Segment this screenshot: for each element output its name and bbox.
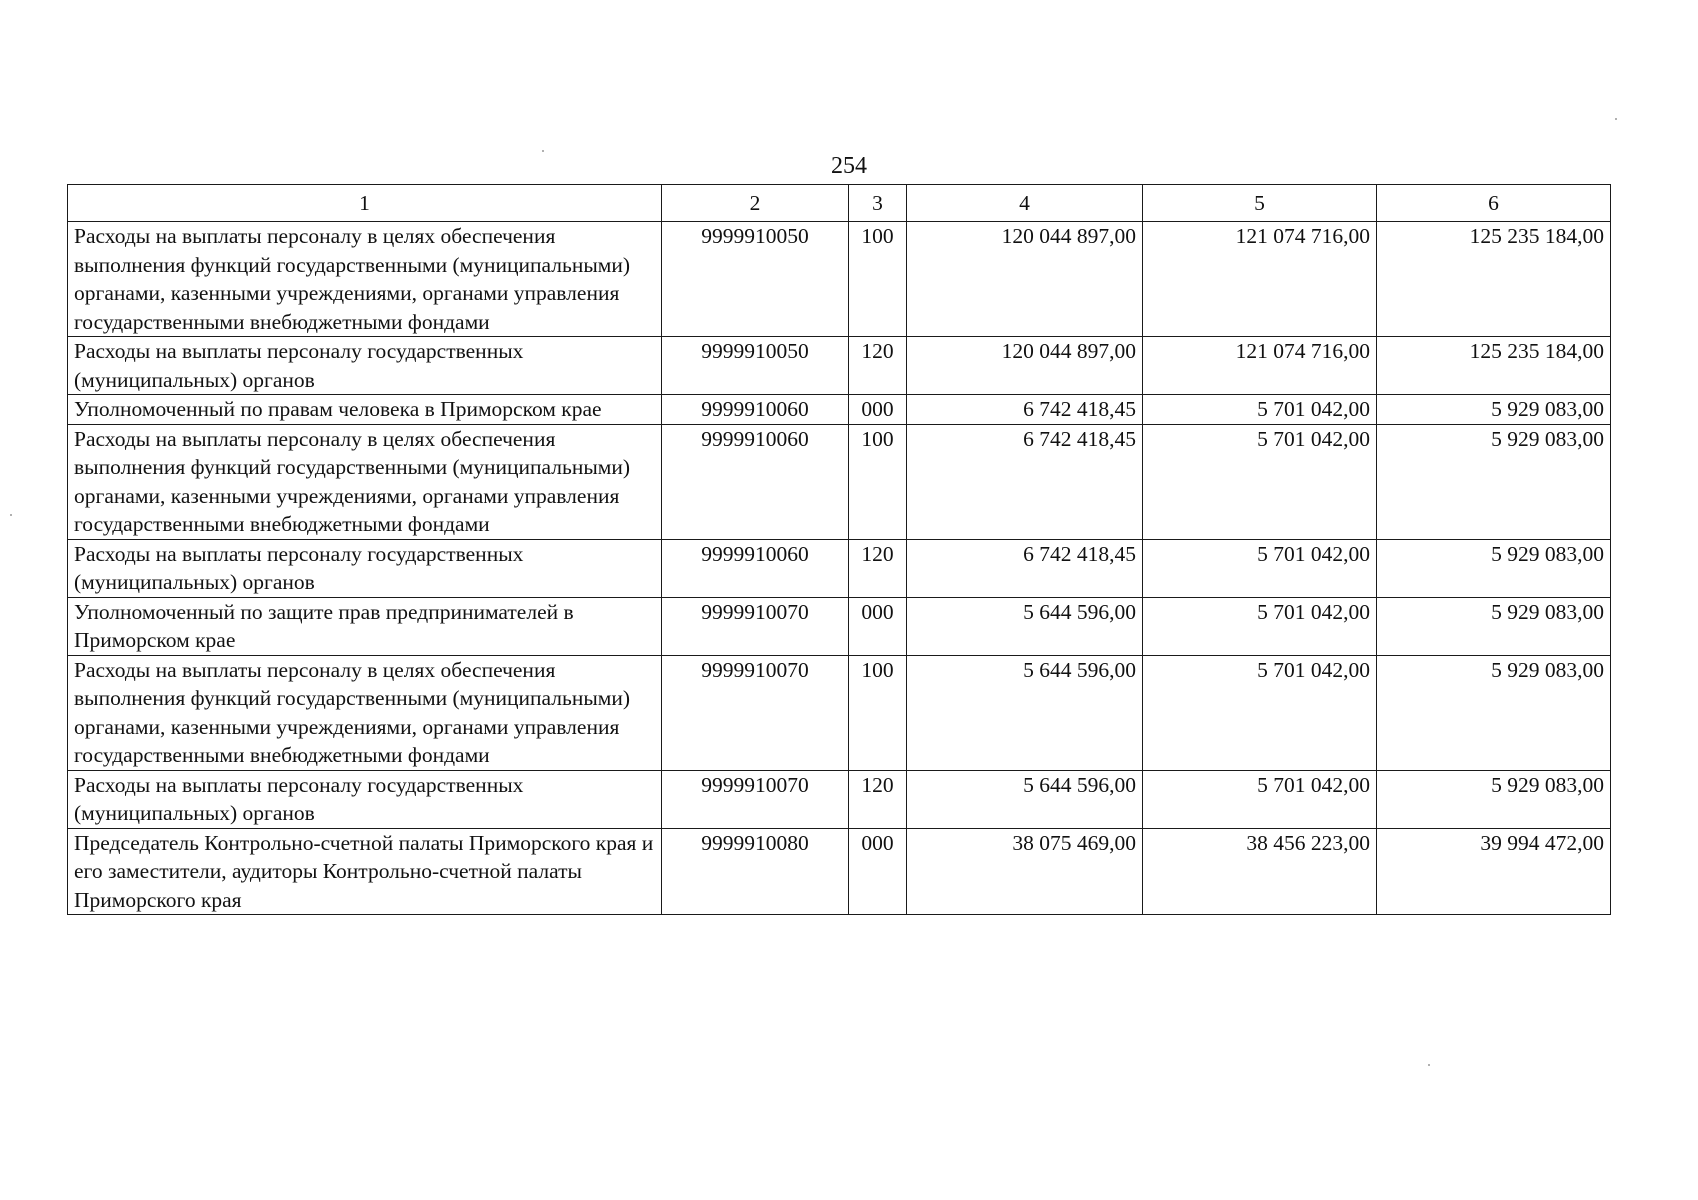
table-row (68, 597, 1611, 655)
row-amount-col5: 5 701 042,00 (1143, 655, 1377, 770)
column-header-6: 6 (1377, 185, 1611, 222)
table-row (68, 337, 1611, 395)
column-header-1: 1 (68, 185, 662, 222)
row-name: Председатель Контрольно-счетной палаты Приморского края и его заместители, аудиторы Контрольно-счетной палаты Приморского края (68, 828, 662, 915)
row-name: Уполномоченный по защите прав предпринимателей в Приморском крае (68, 597, 662, 655)
column-header-3: 3 (849, 185, 907, 222)
row-amount-col4: 120 044 897,00 (907, 222, 1143, 337)
row-amount-col5: 38 456 223,00 (1143, 828, 1377, 915)
header-row (68, 185, 1611, 222)
row-amount-col6: 125 235 184,00 (1377, 337, 1611, 395)
row-target-code: 9999910050 (662, 337, 849, 395)
row-expense-type: 120 (849, 539, 907, 597)
scan-speck (1428, 1064, 1430, 1066)
budget-table (67, 184, 1611, 915)
row-target-code: 9999910060 (662, 539, 849, 597)
row-name: Расходы на выплаты персоналу государственных (муниципальных) органов (68, 539, 662, 597)
row-amount-col4: 6 742 418,45 (907, 539, 1143, 597)
row-expense-type: 120 (849, 337, 907, 395)
row-amount-col5: 5 701 042,00 (1143, 539, 1377, 597)
column-header-5: 5 (1143, 185, 1377, 222)
row-expense-type: 000 (849, 828, 907, 915)
row-amount-col4: 5 644 596,00 (907, 770, 1143, 828)
row-amount-col6: 5 929 083,00 (1377, 424, 1611, 539)
table-row (68, 222, 1611, 337)
table-row (68, 828, 1611, 915)
row-expense-type: 100 (849, 424, 907, 539)
row-expense-type: 000 (849, 597, 907, 655)
table-row (68, 539, 1611, 597)
row-amount-col5: 121 074 716,00 (1143, 222, 1377, 337)
row-amount-col5: 5 701 042,00 (1143, 395, 1377, 425)
row-target-code: 9999910050 (662, 222, 849, 337)
column-header-2: 2 (662, 185, 849, 222)
row-target-code: 9999910080 (662, 828, 849, 915)
row-amount-col6: 5 929 083,00 (1377, 770, 1611, 828)
row-expense-type: 000 (849, 395, 907, 425)
table-row (68, 395, 1611, 425)
row-amount-col4: 38 075 469,00 (907, 828, 1143, 915)
scan-speck (542, 150, 544, 152)
row-expense-type: 100 (849, 655, 907, 770)
row-target-code: 9999910070 (662, 655, 849, 770)
row-target-code: 9999910060 (662, 424, 849, 539)
row-name: Расходы на выплаты персоналу в целях обеспечения выполнения функций государственными (муниципальными) органами, казенными учреждениями, органами управления государственными внебюджетными фондами (68, 655, 662, 770)
row-target-code: 9999910070 (662, 770, 849, 828)
row-name: Расходы на выплаты персоналу в целях обеспечения выполнения функций государственными (муниципальными) органами, казенными учреждениями, органами управления государственными внебюджетными фондами (68, 222, 662, 337)
page-number: 254 (831, 153, 867, 179)
row-amount-col5: 5 701 042,00 (1143, 770, 1377, 828)
row-expense-type: 120 (849, 770, 907, 828)
row-amount-col5: 5 701 042,00 (1143, 597, 1377, 655)
row-name: Расходы на выплаты персоналу государственных (муниципальных) органов (68, 770, 662, 828)
row-amount-col6: 125 235 184,00 (1377, 222, 1611, 337)
table-row (68, 655, 1611, 770)
row-amount-col4: 120 044 897,00 (907, 337, 1143, 395)
row-amount-col6: 5 929 083,00 (1377, 539, 1611, 597)
row-amount-col4: 6 742 418,45 (907, 424, 1143, 539)
row-amount-col6: 5 929 083,00 (1377, 655, 1611, 770)
row-amount-col4: 5 644 596,00 (907, 655, 1143, 770)
row-name: Уполномоченный по правам человека в Приморском крае (68, 395, 662, 425)
scan-speck (10, 514, 12, 516)
row-amount-col5: 5 701 042,00 (1143, 424, 1377, 539)
table-row (68, 424, 1611, 539)
row-target-code: 9999910060 (662, 395, 849, 425)
scan-speck (1615, 118, 1617, 120)
row-target-code: 9999910070 (662, 597, 849, 655)
table-header (68, 185, 1611, 222)
row-amount-col6: 39 994 472,00 (1377, 828, 1611, 915)
table-row (68, 770, 1611, 828)
row-amount-col4: 6 742 418,45 (907, 395, 1143, 425)
column-header-4: 4 (907, 185, 1143, 222)
row-name: Расходы на выплаты персоналу в целях обеспечения выполнения функций государственными (муниципальными) органами, казенными учреждениями, органами управления государственными внебюджетными фондами (68, 424, 662, 539)
row-amount-col6: 5 929 083,00 (1377, 597, 1611, 655)
row-amount-col6: 5 929 083,00 (1377, 395, 1611, 425)
table-body (68, 222, 1611, 915)
row-expense-type: 100 (849, 222, 907, 337)
row-amount-col4: 5 644 596,00 (907, 597, 1143, 655)
row-amount-col5: 121 074 716,00 (1143, 337, 1377, 395)
row-name: Расходы на выплаты персоналу государственных (муниципальных) органов (68, 337, 662, 395)
